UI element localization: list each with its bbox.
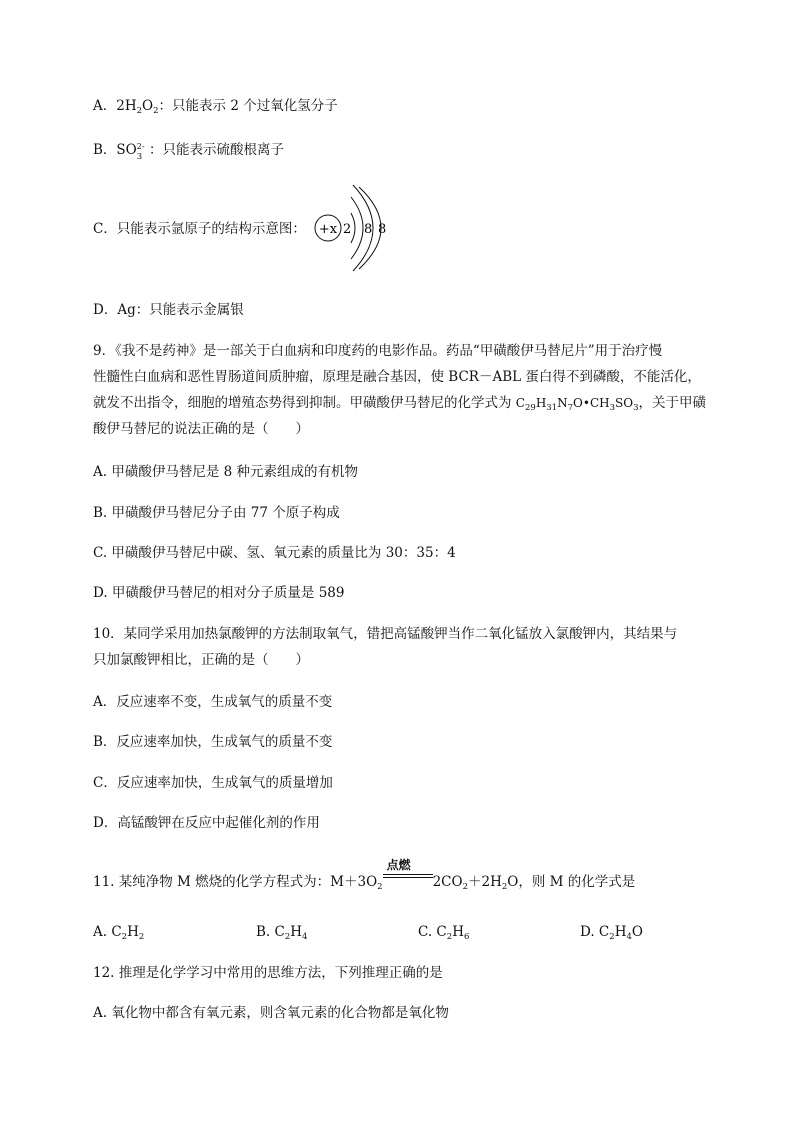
question-text: O，则 M 的化学式是: [507, 874, 636, 890]
choice-part: C. C: [418, 924, 447, 940]
question-10-option-d: [93, 813, 320, 833]
question-text: 11. 某纯净物 M 燃烧的化学方程式为：M＋3O: [93, 874, 378, 890]
question-text: ＋2H: [468, 874, 502, 890]
question-text: 就发不出指令，细胞的增殖态势得到抑制。甲磺酸伊马替尼的化学式为: [93, 395, 516, 411]
question-10-line1: [93, 624, 677, 644]
choice-part: D. C: [580, 924, 610, 940]
formula-sub: 2: [446, 932, 453, 942]
question-10-option-c: [93, 773, 333, 793]
option-b-sulfate: [93, 140, 284, 160]
choice-part: H: [127, 924, 139, 940]
question-11-equation: [93, 858, 636, 897]
question-11-option-b: [256, 922, 307, 947]
option-a-h2o2: [93, 96, 338, 121]
shell-arc: [351, 197, 363, 259]
charge-sup: 2-: [136, 142, 145, 151]
question-11-option-d: [580, 922, 643, 947]
option-text: C．只能表示氩原子的结构示意图：: [93, 221, 306, 237]
question-text: 10．某同学采用加热氯酸钾的方法制取氧气，错把高锰酸钾当作二氧化锰放入氯酸钾内，其结果与: [93, 626, 678, 642]
question-11-option-a: [93, 922, 144, 947]
formula-sub: 2: [121, 932, 128, 942]
formula-sub: 2: [462, 882, 468, 892]
question-9-line2: [93, 367, 701, 387]
option-text: D．高锰酸钾在反应中起催化剂的作用: [93, 815, 320, 831]
option-text: B．反应速率加快，生成氧气的质量不变: [93, 734, 333, 750]
question-text: 性髓性白血病和恶性胃肠道间质肿瘤，原理是融合基因，使 BCR－ABL 蛋白得不到磷酸，不能活化，: [93, 369, 701, 385]
formula-sub: 6: [463, 932, 470, 942]
ion-formula: SO: [116, 142, 137, 158]
question-text: 酸伊马替尼的说法正确的是（ ）: [93, 421, 309, 437]
choice-part: H: [452, 924, 464, 940]
formula-sub: 2: [609, 932, 615, 942]
question-11-option-c: [418, 922, 469, 947]
option-text: D. 甲磺酸伊马替尼的相对分子质量是 589: [93, 585, 345, 601]
formula-sub: 2: [377, 882, 383, 892]
option-text: A. 甲磺酸伊马替尼是 8 种元素组成的有机物: [93, 464, 359, 480]
option-text: ：只能表示 2 个过氧化氢分子: [158, 98, 338, 114]
formula: $C_{29}H_{31}N_7O•CH_3SO_3$: [515, 396, 639, 413]
option-text: C．反应速率加快，生成氧气的质量增加: [93, 775, 333, 791]
subscript: 3: [136, 152, 143, 162]
formula-sub: 2: [284, 932, 291, 942]
question-12-option-a: [93, 1003, 449, 1023]
option-text: A．反应速率不变，生成氧气的质量不变: [93, 694, 333, 710]
question-text: ，关于甲磺: [638, 395, 706, 411]
question-9-option-c: [93, 543, 456, 563]
option-text: D．Ag：只能表示金属银: [93, 302, 244, 318]
question-9-line3: [93, 393, 706, 418]
choice-part: O: [631, 924, 643, 940]
question-9-line4: [93, 419, 309, 439]
choice-part: B. C: [256, 924, 285, 940]
option-text: A. 氧化物中都含有氧元素，则含氧元素的化合物都是氧化物: [93, 1005, 449, 1021]
question-9-option-d: [93, 583, 344, 603]
formula-sub: 2: [501, 882, 508, 892]
option-label: B．: [93, 142, 117, 158]
question-12-line1: [93, 963, 443, 983]
option-label: A．: [93, 98, 117, 114]
formula-sub: 4: [302, 932, 308, 942]
shell-electrons: 2: [343, 222, 352, 237]
choice-part: H: [614, 924, 627, 940]
option-text: B. 甲磺酸伊马替尼分子由 77 个原子构成: [93, 505, 340, 521]
nucleus-label: +x: [318, 222, 338, 237]
option-c-argon: [93, 219, 306, 239]
choice-part: A. C: [93, 924, 122, 940]
shell-arc: [351, 213, 355, 243]
question-10-option-a: [93, 692, 332, 712]
condition-label: 点燃: [386, 858, 411, 872]
question-text: 9．《我不是药神》是一部关于白血病和印度药的电影作品。药品“甲磺酸伊马替尼片”用于治疗慢: [93, 343, 663, 359]
question-9-option-b: [93, 503, 340, 523]
option-text: ：只能表示硫酸根离子: [149, 142, 285, 158]
atom-structure-diagram: [313, 183, 408, 273]
formula-part: 2H: [116, 98, 137, 114]
question-text: 只加氯酸钾相比，正确的是（ ）: [93, 652, 309, 668]
reaction-condition: [383, 858, 433, 888]
choice-part: H: [290, 924, 303, 940]
formula-sub: 2: [138, 932, 145, 942]
question-9-option-a: [93, 462, 358, 482]
question-9-line1: [93, 341, 662, 361]
question-10-option-b: [93, 732, 332, 752]
option-d-ag: [93, 300, 244, 320]
formula-part: O: [142, 98, 154, 114]
ion-charge: [136, 142, 145, 162]
formula-sub: 4: [626, 932, 632, 942]
question-text: 12. 推理是化学学习中常用的思维方法，下列推理正确的是: [93, 965, 443, 981]
question-text: 2CO: [432, 874, 463, 890]
shell-electrons: 8: [364, 222, 373, 237]
option-text: C. 甲磺酸伊马替尼中碳、氢、氧元素的质量比为 30：35：4: [93, 545, 456, 561]
formula-sub: 2: [136, 106, 143, 116]
formula-sub: 2: [153, 106, 159, 116]
question-10-line2: [93, 650, 309, 670]
shell-electrons: 8: [378, 222, 387, 237]
